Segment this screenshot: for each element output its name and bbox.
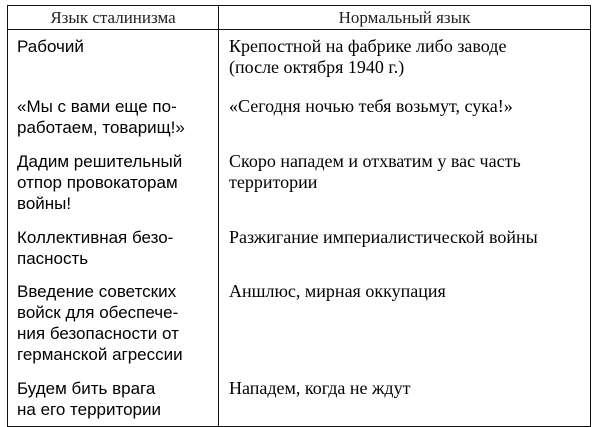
normal-meaning: Скоро нападем и отхватим у вас часть территории xyxy=(219,145,591,221)
normal-meaning: «Сегодня ночью тебя возьмут, сука!» xyxy=(219,90,591,145)
normal-meaning: Крепостной на фабрике либо заводе (после октября 1940 г.) xyxy=(219,30,591,90)
normal-meaning: Разжигание империалистической войны xyxy=(219,221,591,275)
table-row xyxy=(8,372,591,427)
table-header xyxy=(8,6,591,30)
normal-meaning: Нападем, когда не ждут xyxy=(219,372,591,427)
header-normal-language: Нормальный язык xyxy=(219,6,591,30)
stalinism-phrase: Рабочий xyxy=(8,30,219,90)
stalinism-phrase: «Мы с вами еще по- работаем, товарищ!» xyxy=(8,90,219,145)
stalinism-phrase: Дадим решительный отпор провокаторам войны! xyxy=(8,145,219,221)
stalinism-phrase: Будем бить врага на его территории xyxy=(8,372,219,427)
comparison-table xyxy=(7,5,591,427)
table-row xyxy=(8,90,591,145)
table-body xyxy=(8,30,591,427)
stalinism-phrase: Введение советских войск для обеспече- ния безопасности от германской агрессии xyxy=(8,275,219,372)
table-row xyxy=(8,221,591,275)
header-stalinism-language: Язык сталинизма xyxy=(8,6,219,30)
header-row xyxy=(8,6,591,30)
table-row xyxy=(8,145,591,221)
table-row xyxy=(8,30,591,90)
table-row xyxy=(8,275,591,372)
stalinism-phrase: Коллективная безо- пасность xyxy=(8,221,219,275)
normal-meaning: Аншлюс, мирная оккупация xyxy=(219,275,591,372)
